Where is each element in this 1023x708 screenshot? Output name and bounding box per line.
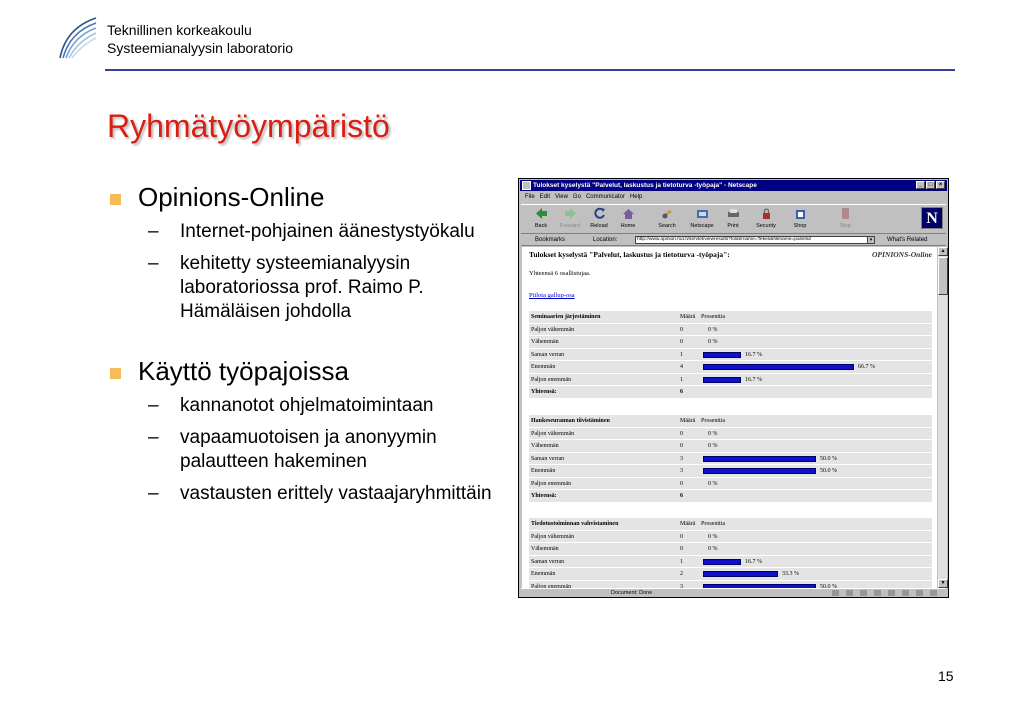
- total-label: Yhteensä:: [531, 389, 557, 395]
- question-title: Seminaarien järjestäminen: [531, 314, 601, 320]
- table-header-row: [529, 518, 932, 531]
- sub-bullet-item: – kehitetty systeemianalyysin laboratoriossa prof. Raimo P. Hämäläisen johdolla: [148, 253, 424, 322]
- university-logo-icon: [52, 14, 100, 62]
- browser-window: [518, 178, 949, 598]
- table-row: [529, 336, 932, 349]
- answer-label: Paljon vähemmän: [531, 326, 575, 333]
- count-column-header: Määrä: [680, 314, 696, 320]
- print-button[interactable]: [717, 207, 749, 229]
- close-button[interactable]: ×: [936, 181, 945, 189]
- sub-bullet-text: vastausten erittely vastaajaryhmittäin: [180, 483, 492, 504]
- shop-button[interactable]: [784, 207, 816, 229]
- menu-communicator[interactable]: Communicator: [585, 194, 625, 200]
- table-row: [529, 581, 932, 589]
- question-title: Hankeseurannan tiivistäminen: [531, 418, 610, 424]
- security-icon: [760, 207, 773, 220]
- percent-column-header: Prosenttia: [701, 418, 725, 424]
- percent-label: 16.7 %: [745, 351, 762, 358]
- answer-count: 0: [680, 443, 683, 449]
- maximize-button[interactable]: □: [926, 181, 935, 189]
- table-row: [529, 465, 932, 478]
- answer-label: Saman verran: [531, 455, 565, 462]
- percent-bar: [703, 377, 741, 383]
- percent-label: 0 %: [708, 430, 718, 437]
- bullet-item: [108, 354, 503, 388]
- answer-label: Paljon enemmän: [531, 376, 572, 383]
- answer-count: 0: [680, 533, 683, 540]
- percent-bar: [703, 571, 778, 577]
- answer-count: 4: [680, 364, 683, 370]
- answer-count: 3: [680, 455, 683, 462]
- scroll-thumb[interactable]: [938, 257, 948, 295]
- sub-bullet-item: – kannanotot ohjelmatoimintaan: [148, 395, 434, 416]
- menu-go[interactable]: Go: [572, 194, 581, 200]
- netscape-button[interactable]: [686, 207, 718, 229]
- answer-count: 3: [680, 583, 683, 588]
- answer-count: 2: [680, 571, 683, 577]
- percent-label: 50.0 %: [820, 468, 837, 474]
- scroll-up-button[interactable]: ▲: [938, 247, 948, 256]
- percent-label: 0 %: [708, 480, 718, 487]
- answer-label: Enemmän: [531, 571, 556, 577]
- percent-bar: [703, 456, 816, 462]
- minimize-button[interactable]: _: [916, 181, 925, 189]
- bullet-square-icon: [110, 368, 121, 379]
- security-label: Security: [756, 223, 776, 229]
- question-title: Tiedotustoiminnan vahvistaminen: [531, 521, 619, 527]
- answer-label: Vähemmän: [531, 339, 559, 345]
- percent-bar: [703, 352, 741, 358]
- percent-label: 16.7 %: [745, 558, 762, 565]
- sub-bullet-text: kehitetty systeemianalyysin laboratoriossa prof. Raimo P. Hämäläisen johdolla: [180, 253, 424, 322]
- answer-label: Enemmän: [531, 468, 556, 474]
- stop-button[interactable]: [829, 207, 861, 229]
- status-icons: [832, 590, 942, 596]
- answer-label: Enemmän: [531, 364, 556, 370]
- answer-label: Saman verran: [531, 558, 565, 565]
- search-label: Search: [658, 223, 676, 229]
- whats-related-button[interactable]: What's Related: [887, 237, 928, 243]
- shop-icon: [794, 207, 807, 220]
- results-heading: Tulokset kyselystä "Palvelut, laskustus ja tietoturva -työpaja":: [529, 250, 730, 259]
- percent-label: 0 %: [708, 533, 718, 540]
- table-row: [529, 349, 932, 362]
- status-bar: [521, 588, 946, 597]
- answer-label: Paljon vähemmän: [531, 430, 575, 437]
- hide-gallup-link[interactable]: Piilota gallup-osa: [529, 292, 575, 299]
- answer-count: 0: [680, 480, 683, 487]
- security-button[interactable]: [750, 207, 782, 229]
- percent-bar: [703, 559, 741, 565]
- total-label: Yhteensä:: [531, 493, 557, 499]
- stop-icon: [839, 207, 852, 220]
- bullet-item: [108, 180, 503, 214]
- organization-name: [107, 21, 293, 57]
- answer-label: Paljon enemmän: [531, 583, 572, 588]
- count-column-header: Määrä: [680, 521, 696, 527]
- answer-count: 1: [680, 351, 683, 358]
- netscape-window-icon: [522, 181, 531, 190]
- table-row: [529, 478, 932, 491]
- menu-help[interactable]: Help: [629, 194, 643, 200]
- forward-label: Forward: [559, 223, 581, 229]
- total-count: 6: [680, 389, 683, 395]
- page-content: [522, 247, 937, 588]
- percent-column-header: Prosenttia: [701, 314, 725, 320]
- percent-label: 66.7 %: [858, 364, 875, 370]
- navigation-toolbar: [521, 204, 946, 234]
- percent-label: 16.7 %: [745, 376, 762, 383]
- home-button[interactable]: [612, 207, 644, 229]
- table-row: [529, 453, 932, 466]
- bullet-list: [108, 180, 503, 514]
- percent-label: 0 %: [708, 339, 718, 345]
- answer-count: 0: [680, 546, 683, 552]
- table-total-row: [529, 386, 932, 399]
- table-row: [529, 324, 932, 337]
- answer-count: 1: [680, 376, 683, 383]
- answer-count: 0: [680, 430, 683, 437]
- search-button[interactable]: [651, 207, 683, 229]
- opinions-online-brand: OPINIONS-Online: [871, 250, 932, 259]
- window-title: Tulokset kyselystä "Palvelut, laskustus ja tietoturva -työpaja" - Netscape: [533, 182, 757, 189]
- table-row: [529, 428, 932, 441]
- table-row: [529, 374, 932, 387]
- percent-bar: [703, 468, 816, 474]
- answer-count: 0: [680, 339, 683, 345]
- participant-count: Yhteensä 6 osallistujaa.: [529, 270, 591, 277]
- search-icon: [661, 207, 674, 220]
- percent-label: 50.0 %: [820, 583, 837, 588]
- print-icon: [727, 207, 740, 220]
- url-field[interactable]: http://www.opinion.hut.fi/servlet/viewresults?foldername=Tekes&filename=palvelut: [635, 236, 868, 244]
- table-header-row: [529, 415, 932, 428]
- answer-label: Saman verran: [531, 351, 565, 358]
- forward-button[interactable]: [554, 207, 586, 229]
- sub-bullet-item: – vapaamuotoisen ja anonyymin palautteen hakeminen: [148, 427, 437, 472]
- vertical-scrollbar[interactable]: [937, 247, 947, 588]
- percent-label: 0 %: [708, 326, 718, 333]
- org-line-2: Systeemianalyysin laboratorio: [107, 40, 293, 56]
- shop-label: Shop: [793, 223, 807, 229]
- bullet-label: Opinions-Online: [138, 182, 325, 212]
- table-row: [529, 361, 932, 374]
- reload-label: Reload: [590, 223, 608, 229]
- browser-titlebar[interactable]: [520, 180, 947, 191]
- answer-count: 1: [680, 558, 683, 565]
- results-table: [529, 518, 932, 588]
- menu-file[interactable]: File: [525, 194, 535, 200]
- forward-arrow-icon: [564, 207, 577, 220]
- location-bar: [521, 234, 946, 246]
- table-row: [529, 568, 932, 581]
- percent-label: 0 %: [708, 546, 718, 552]
- table-header-row: [529, 311, 932, 324]
- sub-bullet-item: – Internet-pohjainen äänestystyökalu: [148, 221, 475, 242]
- stop-label: Stop: [839, 223, 851, 229]
- back-label: Back: [534, 223, 548, 229]
- home-icon: [622, 207, 635, 220]
- sub-bullet-text: kannanotot ohjelmatoimintaan: [180, 395, 434, 416]
- back-button[interactable]: [525, 207, 557, 229]
- header-divider: [105, 69, 955, 71]
- answer-label: Vähemmän: [531, 546, 559, 552]
- sub-bullet-text: Internet-pohjainen äänestystyökalu: [180, 221, 475, 242]
- url-dropdown-button[interactable]: ▾: [867, 236, 875, 244]
- count-column-header: Määrä: [680, 418, 696, 424]
- bullet-square-icon: [110, 194, 121, 205]
- answer-label: Paljon vähemmän: [531, 533, 575, 540]
- bullet-label: Käyttö työpajoissa: [138, 356, 350, 386]
- results-table: [529, 415, 932, 503]
- percent-bar: [703, 364, 854, 370]
- answer-label: Vähemmän: [531, 443, 559, 449]
- home-label: Home: [620, 223, 636, 229]
- total-count: 6: [680, 493, 683, 499]
- sub-bullet-item: – vastausten erittely vastaajaryhmittäin: [148, 483, 492, 504]
- table-row: [529, 556, 932, 569]
- location-label: Location:: [593, 237, 618, 243]
- table-row: [529, 531, 932, 544]
- table-row: [529, 543, 932, 556]
- percent-label: 0 %: [708, 443, 718, 449]
- back-arrow-icon: [535, 207, 548, 220]
- sub-bullet-text: vapaamuotoisen ja anonyymin palautteen hakeminen: [180, 427, 437, 472]
- netscape-logo-icon: N: [921, 207, 943, 229]
- percent-label: 33.3 %: [782, 571, 799, 577]
- menu-bar: [521, 192, 946, 203]
- status-text: Document: Done: [611, 590, 653, 596]
- table-row: [529, 440, 932, 453]
- reload-button[interactable]: [583, 207, 615, 229]
- print-label: Print: [727, 223, 739, 229]
- reload-icon: [593, 207, 606, 220]
- netscape-label: Netscape: [690, 223, 714, 229]
- netscape-icon: [696, 207, 709, 220]
- menu-edit[interactable]: Edit: [539, 194, 551, 200]
- percent-label: 50.0 %: [820, 455, 837, 462]
- results-table: [529, 311, 932, 399]
- slide-title: Ryhmätyöympäristö: [107, 108, 390, 144]
- org-line-1: Teknillinen korkeakoulu: [107, 22, 252, 38]
- menu-view[interactable]: View: [555, 194, 568, 200]
- page-number: 15: [938, 668, 954, 684]
- answer-label: Paljon enemmän: [531, 480, 572, 487]
- answer-count: 3: [680, 468, 683, 474]
- answer-count: 0: [680, 326, 683, 333]
- table-total-row: [529, 490, 932, 503]
- scroll-down-button[interactable]: ▼: [938, 579, 948, 588]
- bookmarks-button[interactable]: Bookmarks: [535, 237, 566, 243]
- percent-column-header: Prosenttia: [701, 521, 725, 527]
